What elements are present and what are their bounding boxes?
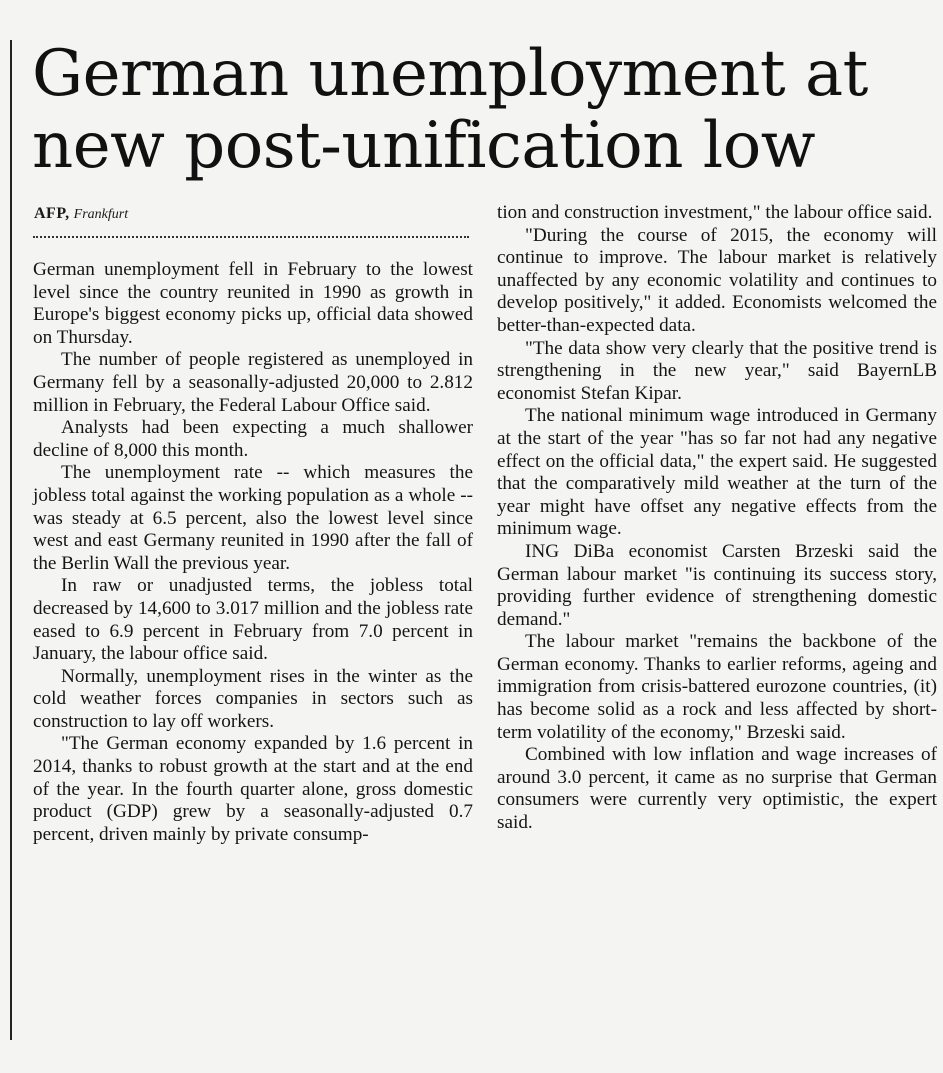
article-column-1 bbox=[33, 259, 473, 846]
paragraph: In raw or unadjusted terms, the jobless total decreased by 14,600 to 3.017 million and the jobless rate eased to 6.9 percent in February from 7.0 percent in January, the labour office said. bbox=[33, 575, 473, 665]
paragraph: "During the course of 2015, the economy will continue to improve. The labour market is relatively unaffected by any economic volatility and continues to develop positively," it added. Economists welcomed the better-than-expected data. bbox=[497, 224, 937, 336]
paragraph: The unemployment rate -- which measures the jobless total against the working population as a whole -- was steady at 6.5 percent, also the lowest level since west and east Germany reunited in 1990 after the fall of the Berlin Wall the previous year. bbox=[33, 462, 473, 574]
byline bbox=[34, 205, 128, 223]
paragraph: "The data show very clearly that the positive trend is strengthening in the new year," said BayernLB economist Stefan Kipar. bbox=[497, 337, 937, 404]
article-column-2 bbox=[497, 202, 937, 835]
paragraph: Normally, unemployment rises in the winter as the cold weather forces companies in sectors such as construction to lay off workers. bbox=[33, 665, 473, 732]
byline-agency: AFP, bbox=[34, 205, 70, 222]
paragraph: German unemployment fell in February to the lowest level since the country reunited in 1990 as growth in Europe's biggest economy picks up, official data showed on Thursday. bbox=[33, 259, 473, 348]
paragraph: The number of people registered as unemployed in Germany fell by a seasonally-adjusted 20,000 to 2.812 million in February, the Federal Labour Office said. bbox=[33, 349, 473, 416]
column-rule bbox=[10, 40, 12, 1040]
paragraph: tion and construction investment," the labour office said. bbox=[497, 202, 933, 223]
paragraph: Analysts had been expecting a much shallower decline of 8,000 this month. bbox=[33, 417, 473, 461]
paragraph: The labour market "remains the backbone of the German economy. Thanks to earlier reforms, ageing and immigration from crisis-battered eurozone countries, (it) has become solid as a rock and less affected by short-term volatility of the economy," Brzeski said. bbox=[497, 631, 937, 743]
paragraph: Combined with low inflation and wage increases of around 3.0 percent, it came as no surprise that German consumers were currently very optimistic, the expert said. bbox=[497, 744, 937, 834]
byline-place: Frankfurt bbox=[73, 207, 129, 222]
headline: German unemployment at new post-unification low bbox=[32, 37, 868, 183]
paragraph: "The German economy expanded by 1.6 percent in 2014, thanks to robust growth at the start and at the end of the year. In the fourth quarter alone, gross domestic product (GDP) grew by a seasonally-adjusted 0.7 percent, driven mainly by private consump- bbox=[33, 733, 473, 845]
dotted-divider bbox=[33, 236, 469, 238]
paragraph: ING DiBa economist Carsten Brzeski said the German labour market "is continuing its success story, providing further evidence of strengthening domestic demand." bbox=[497, 540, 937, 630]
paragraph: The national minimum wage introduced in Germany at the start of the year "has so far not had any negative effect on the official data," the expert said. He suggested that the comparatively mild weather at the turn of the year might have offset any negative effects from the minimum wage. bbox=[497, 405, 937, 540]
